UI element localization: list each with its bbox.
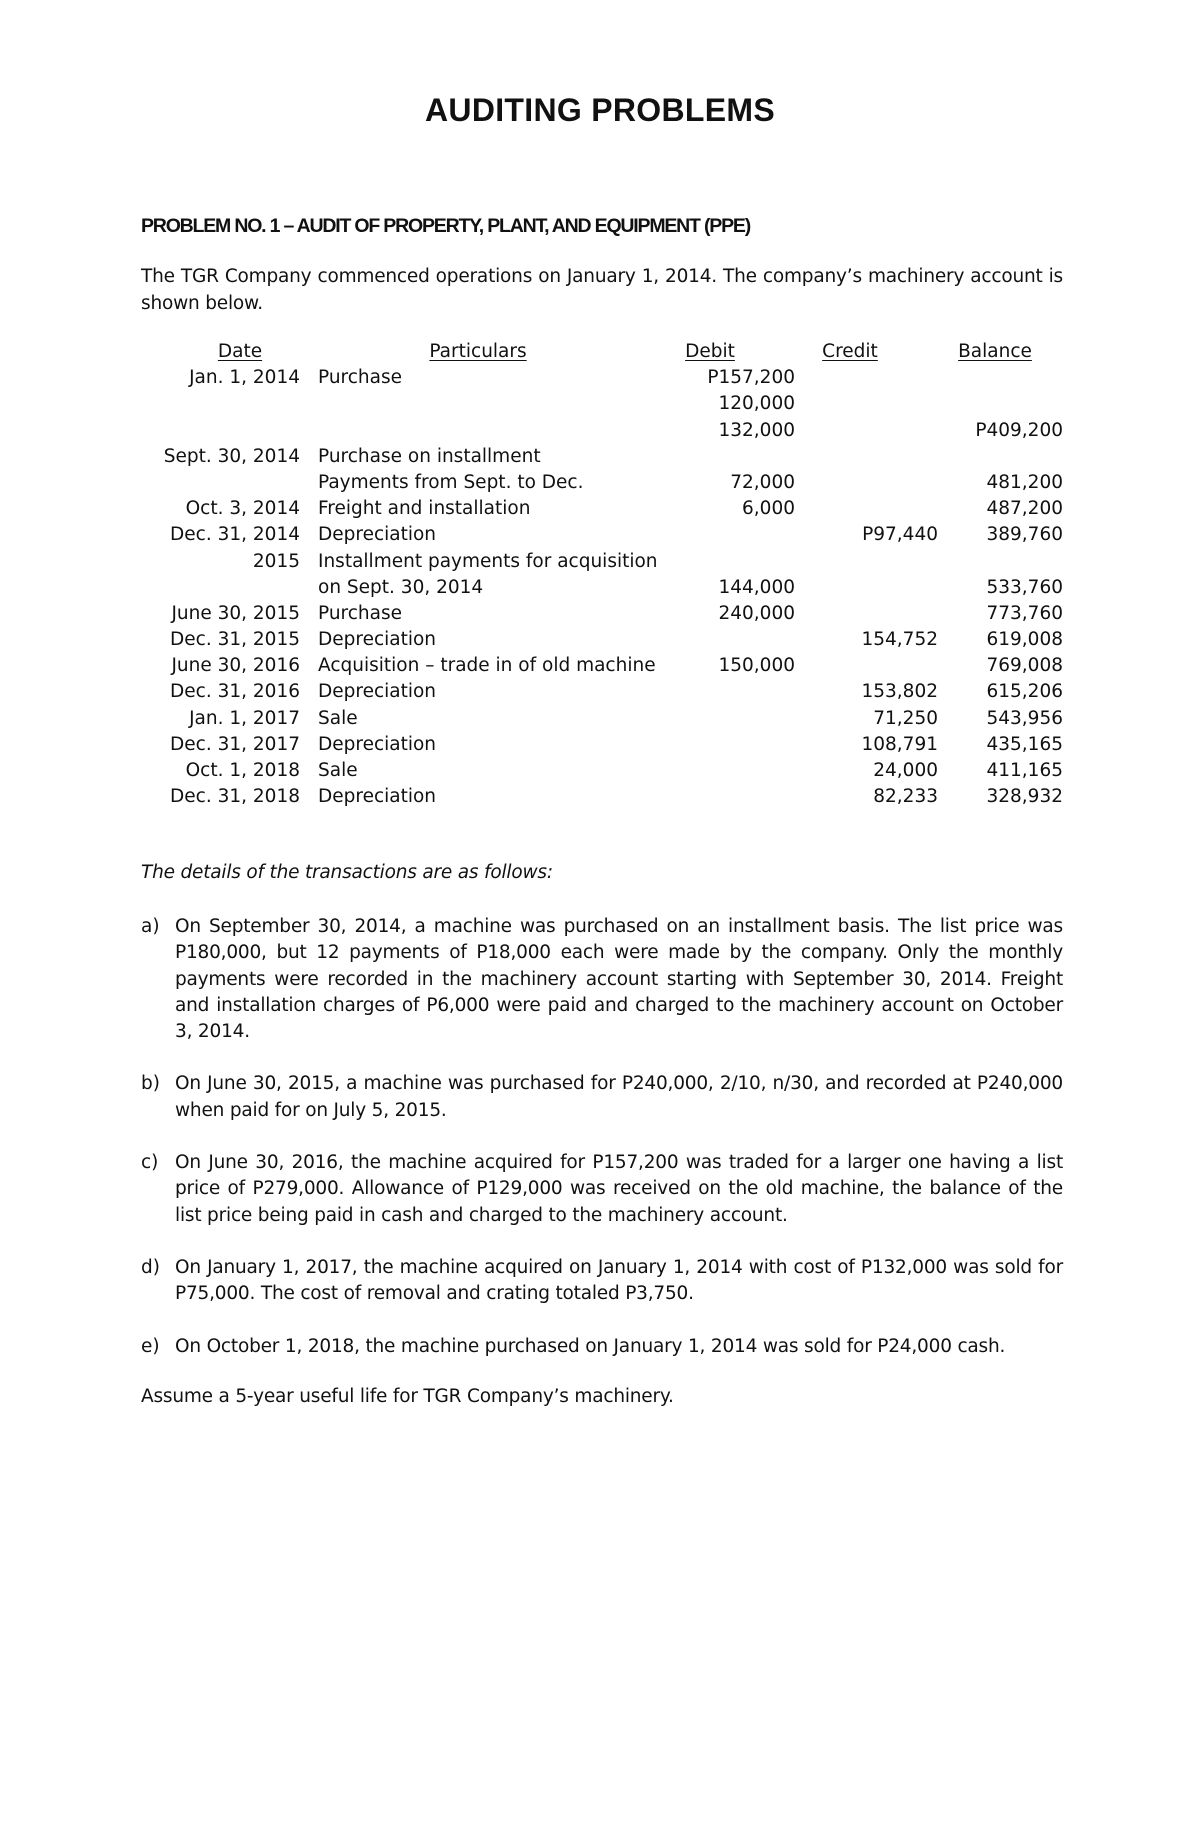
ledger-row	[0, 522, 1200, 548]
ledger-credit-cell: 154,752	[861, 629, 938, 651]
ledger-row	[0, 653, 1200, 679]
ledger-balance-cell: 615,206	[986, 681, 1063, 703]
ledger-credit-cell: 153,802	[861, 681, 938, 703]
header-particulars: Particulars	[429, 341, 527, 362]
ledger-balance-cell: 411,165	[986, 760, 1063, 781]
ledger-balance-cell: 328,932	[986, 786, 1063, 808]
details-intro: The details of the transactions are as follows:	[141, 862, 553, 883]
ledger-particulars-cell: Freight and installation	[318, 498, 531, 520]
ledger-date-cell: June 30, 2015	[171, 602, 300, 624]
ledger-credit-cell: P97,440	[862, 524, 938, 546]
page-title: AUDITING PROBLEMS	[425, 92, 775, 128]
intro-paragraph: The TGR Company commenced operations on January 1, 2014. The company’s machinery account is shown below.	[141, 266, 1063, 314]
detail-item	[141, 1150, 1063, 1229]
ledger-debit-cell: 6,000	[742, 498, 795, 520]
ledger-row	[0, 784, 1200, 810]
ledger-date-cell: Dec. 31, 2015	[170, 629, 300, 651]
ledger-particulars-cell: Depreciation	[318, 786, 437, 808]
ledger-date-cell: Dec. 31, 2016	[170, 681, 300, 703]
ledger-particulars-cell: Purchase	[318, 602, 403, 624]
detail-item-text: On September 30, 2014, a machine was purchased on an installment basis. The list price was P180,000, but 12 payments of P18,000 each were made by the company. Only the monthly payments were recorded in the machinery account starting with September 30, 2014. Freight and installation charges of P6,000 were paid and charged to the machinery account on October 3, 2014.	[175, 916, 1063, 1043]
detail-item-text: On June 30, 2016, the machine acquired for P157,200 was traded for a larger one having a list price of P279,000. Allowance of P129,000 was received on the old machine, the balance of the list price being paid in cash and charged to the machinery account.	[175, 1152, 1063, 1226]
ledger-date-cell: Dec. 31, 2017	[170, 733, 300, 755]
detail-item-text: On June 30, 2015, a machine was purchased for P240,000, 2/10, n/30, and recorded at P240,000 when paid for on July 5, 2015.	[175, 1073, 1063, 1121]
ledger-row	[0, 391, 1200, 417]
header-date: Date	[217, 341, 263, 362]
ledger-debit-cell: 240,000	[718, 602, 795, 624]
detail-item	[141, 1071, 1063, 1124]
ledger-date-cell: 2015	[252, 550, 300, 572]
ledger-date-cell: Sept. 30, 2014	[163, 445, 300, 467]
ledger-balance-cell: 487,200	[986, 498, 1063, 520]
ledger-debit-cell: P157,200	[707, 367, 795, 389]
ledger-row	[0, 706, 1200, 732]
detail-item-text: On October 1, 2018, the machine purchased on January 1, 2014 was sold for P24,000 cash.	[175, 1335, 1006, 1357]
closing-note: Assume a 5-year useful life for TGR Company’s machinery.	[141, 1386, 674, 1407]
ledger-row	[0, 627, 1200, 653]
problem-heading: PROBLEM NO. 1 – AUDIT OF PROPERTY, PLANT, AND EQUIPMENT (PPE)	[141, 215, 750, 237]
ledger-row	[0, 418, 1200, 444]
ledger-row	[0, 601, 1200, 627]
detail-item	[141, 1255, 1063, 1308]
ledger-debit-cell: 132,000	[718, 419, 795, 441]
ledger-row	[0, 549, 1200, 575]
ledger-balance-cell: 773,760	[986, 602, 1063, 624]
ledger-balance-cell: 619,008	[986, 629, 1063, 651]
ledger-debit-cell: 120,000	[718, 393, 795, 415]
ledger-date-cell: Jan. 1, 2014	[189, 367, 300, 389]
ledger-balance-cell: 435,165	[986, 733, 1063, 755]
header-credit: Credit	[822, 341, 878, 362]
ledger-debit-cell: 72,000	[730, 471, 795, 493]
detail-item	[141, 914, 1063, 1045]
detail-item-label: b)	[141, 1073, 160, 1095]
ledger-particulars-cell: Sale	[318, 760, 358, 781]
ledger-date-cell: Jan. 1, 2017	[189, 707, 300, 729]
ledger-row	[0, 732, 1200, 758]
ledger-row	[0, 365, 1200, 391]
ledger-debit-cell: 150,000	[718, 655, 795, 677]
ledger-particulars-cell: on Sept. 30, 2014	[318, 576, 484, 598]
ledger-header-row	[0, 339, 1200, 365]
ledger-credit-cell: 24,000	[873, 760, 938, 781]
ledger-date-cell: Dec. 31, 2018	[170, 786, 300, 808]
detail-item-label: e)	[141, 1335, 160, 1357]
ledger-particulars-cell: Purchase	[318, 367, 403, 389]
ledger-row	[0, 679, 1200, 705]
ledger-date-cell: Oct. 3, 2014	[185, 498, 300, 520]
detail-item-label: c)	[141, 1152, 159, 1174]
detail-item-label: a)	[141, 916, 160, 937]
ledger-balance-cell: 533,760	[986, 576, 1063, 598]
machinery-ledger	[0, 339, 1200, 810]
ledger-date-cell: Oct. 1, 2018	[185, 760, 300, 781]
ledger-row	[0, 470, 1200, 496]
ledger-row	[0, 444, 1200, 470]
ledger-particulars-cell: Depreciation	[318, 629, 437, 651]
ledger-particulars-cell: Depreciation	[318, 524, 437, 546]
ledger-date-cell: Dec. 31, 2014	[170, 524, 300, 546]
ledger-row	[0, 575, 1200, 601]
ledger-date-cell: June 30, 2016	[171, 655, 300, 677]
ledger-credit-cell: 82,233	[873, 786, 938, 808]
header-debit: Debit	[685, 341, 735, 362]
ledger-balance-cell: P409,200	[975, 419, 1063, 441]
ledger-credit-cell: 71,250	[873, 707, 938, 729]
ledger-particulars-cell: Depreciation	[318, 733, 437, 755]
ledger-particulars-cell: Depreciation	[318, 681, 437, 703]
transaction-details-list	[141, 914, 1063, 1386]
ledger-credit-cell: 108,791	[861, 733, 938, 755]
ledger-particulars-cell: Installment payments for acquisition	[318, 550, 658, 572]
ledger-particulars-cell: Payments from Sept. to Dec.	[318, 471, 584, 493]
ledger-row	[0, 758, 1200, 784]
ledger-row	[0, 496, 1200, 522]
ledger-particulars-cell: Acquisition – trade in of old machine	[318, 655, 656, 677]
detail-item-label: d)	[141, 1256, 160, 1278]
detail-item-text: On January 1, 2017, the machine acquired on January 1, 2014 with cost of P132,000 was sold for P75,000. The cost of removal and crating totaled P3,750.	[175, 1256, 1063, 1305]
ledger-particulars-cell: Purchase on installment	[318, 445, 541, 467]
ledger-balance-cell: 769,008	[986, 655, 1063, 677]
ledger-balance-cell: 543,956	[986, 707, 1063, 729]
ledger-debit-cell: 144,000	[718, 576, 795, 598]
ledger-rows	[0, 365, 1200, 810]
detail-item	[141, 1334, 1063, 1360]
header-balance: Balance	[958, 341, 1032, 362]
ledger-balance-cell: 481,200	[986, 471, 1063, 493]
ledger-particulars-cell: Sale	[318, 707, 358, 729]
ledger-balance-cell: 389,760	[986, 524, 1063, 546]
